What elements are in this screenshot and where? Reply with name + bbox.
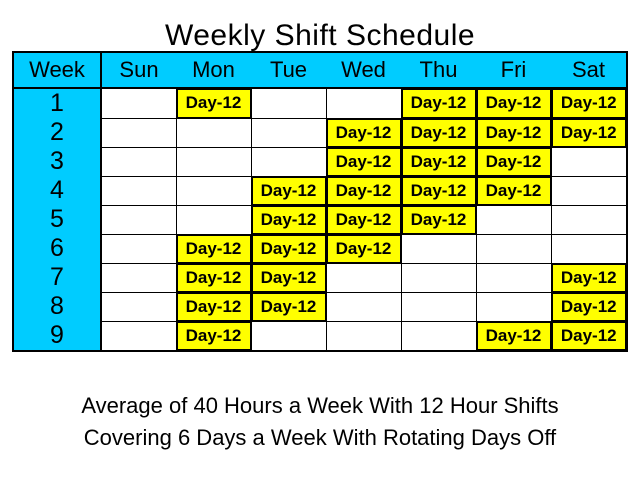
shift-cell: Day-12 <box>176 263 251 292</box>
week-number-cell: 9 <box>13 321 101 351</box>
shift-cell: Day-12 <box>551 88 627 118</box>
empty-day-cell <box>551 147 627 176</box>
col-header-sat: Sat <box>551 52 627 88</box>
col-header-fri: Fri <box>476 52 551 88</box>
empty-day-cell <box>326 263 401 292</box>
header-row <box>13 52 627 88</box>
col-header-mon: Mon <box>176 52 251 88</box>
empty-day-cell <box>251 118 326 147</box>
week-number-cell: 6 <box>13 234 101 263</box>
empty-day-cell <box>401 292 476 321</box>
empty-day-cell <box>176 176 251 205</box>
shift-cell: Day-12 <box>476 176 551 205</box>
empty-day-cell <box>101 321 176 351</box>
empty-day-cell <box>251 321 326 351</box>
schedule-body <box>13 88 627 351</box>
empty-day-cell <box>551 205 627 234</box>
shift-cell: Day-12 <box>326 205 401 234</box>
shift-cell: Day-12 <box>251 263 326 292</box>
empty-day-cell <box>176 205 251 234</box>
empty-day-cell <box>476 292 551 321</box>
col-header-tue: Tue <box>251 52 326 88</box>
shift-cell: Day-12 <box>401 205 476 234</box>
shift-cell: Day-12 <box>476 118 551 147</box>
empty-day-cell <box>101 118 176 147</box>
shift-cell: Day-12 <box>326 234 401 263</box>
shift-cell: Day-12 <box>401 176 476 205</box>
table-row <box>13 234 627 263</box>
empty-day-cell <box>251 147 326 176</box>
week-number-cell: 3 <box>13 147 101 176</box>
empty-day-cell <box>101 205 176 234</box>
footer-line-2: Covering 6 Days a Week With Rotating Days Off <box>83 425 557 450</box>
week-number-cell: 5 <box>13 205 101 234</box>
empty-day-cell <box>101 292 176 321</box>
footer-line-1: Average of 40 Hours a Week With 12 Hour Shifts <box>81 393 559 418</box>
shift-cell: Day-12 <box>176 321 251 351</box>
empty-day-cell <box>101 234 176 263</box>
week-number-cell: 8 <box>13 292 101 321</box>
empty-day-cell <box>326 321 401 351</box>
empty-day-cell <box>101 147 176 176</box>
col-header-sun: Sun <box>101 52 176 88</box>
empty-day-cell <box>251 88 326 118</box>
table-row <box>13 205 627 234</box>
shift-cell: Day-12 <box>326 147 401 176</box>
week-number-cell: 4 <box>13 176 101 205</box>
page-title: Weekly Shift Schedule <box>164 19 476 52</box>
shift-cell: Day-12 <box>551 118 627 147</box>
empty-day-cell <box>551 176 627 205</box>
shift-cell: Day-12 <box>326 176 401 205</box>
week-number-cell: 7 <box>13 263 101 292</box>
empty-day-cell <box>476 234 551 263</box>
table-row <box>13 263 627 292</box>
shift-cell: Day-12 <box>176 234 251 263</box>
table-row <box>13 321 627 351</box>
week-number-cell: 1 <box>13 88 101 118</box>
shift-cell: Day-12 <box>176 88 251 118</box>
shift-cell: Day-12 <box>251 292 326 321</box>
footer-note <box>0 390 640 454</box>
col-header-thu: Thu <box>401 52 476 88</box>
col-header-wed: Wed <box>326 52 401 88</box>
week-number-cell: 2 <box>13 118 101 147</box>
table-row <box>13 147 627 176</box>
empty-day-cell <box>326 292 401 321</box>
empty-day-cell <box>401 321 476 351</box>
empty-day-cell <box>326 88 401 118</box>
shift-cell: Day-12 <box>476 88 551 118</box>
table-row <box>13 118 627 147</box>
shift-cell: Day-12 <box>476 147 551 176</box>
shift-cell: Day-12 <box>176 292 251 321</box>
empty-day-cell <box>101 176 176 205</box>
empty-day-cell <box>476 205 551 234</box>
shift-cell: Day-12 <box>551 321 627 351</box>
empty-day-cell <box>176 118 251 147</box>
empty-day-cell <box>101 88 176 118</box>
shift-cell: Day-12 <box>251 176 326 205</box>
table-row <box>13 176 627 205</box>
empty-day-cell <box>401 234 476 263</box>
shift-cell: Day-12 <box>401 88 476 118</box>
shift-schedule-table <box>12 51 628 352</box>
shift-cell: Day-12 <box>476 321 551 351</box>
shift-cell: Day-12 <box>326 118 401 147</box>
shift-cell: Day-12 <box>551 292 627 321</box>
empty-day-cell <box>476 263 551 292</box>
empty-day-cell <box>551 234 627 263</box>
col-header-week: Week <box>13 52 101 88</box>
shift-cell: Day-12 <box>401 147 476 176</box>
table-row <box>13 88 627 118</box>
shift-cell: Day-12 <box>551 263 627 292</box>
empty-day-cell <box>401 263 476 292</box>
empty-day-cell <box>176 147 251 176</box>
shift-cell: Day-12 <box>401 118 476 147</box>
table-row <box>13 292 627 321</box>
shift-cell: Day-12 <box>251 234 326 263</box>
empty-day-cell <box>101 263 176 292</box>
shift-cell: Day-12 <box>251 205 326 234</box>
